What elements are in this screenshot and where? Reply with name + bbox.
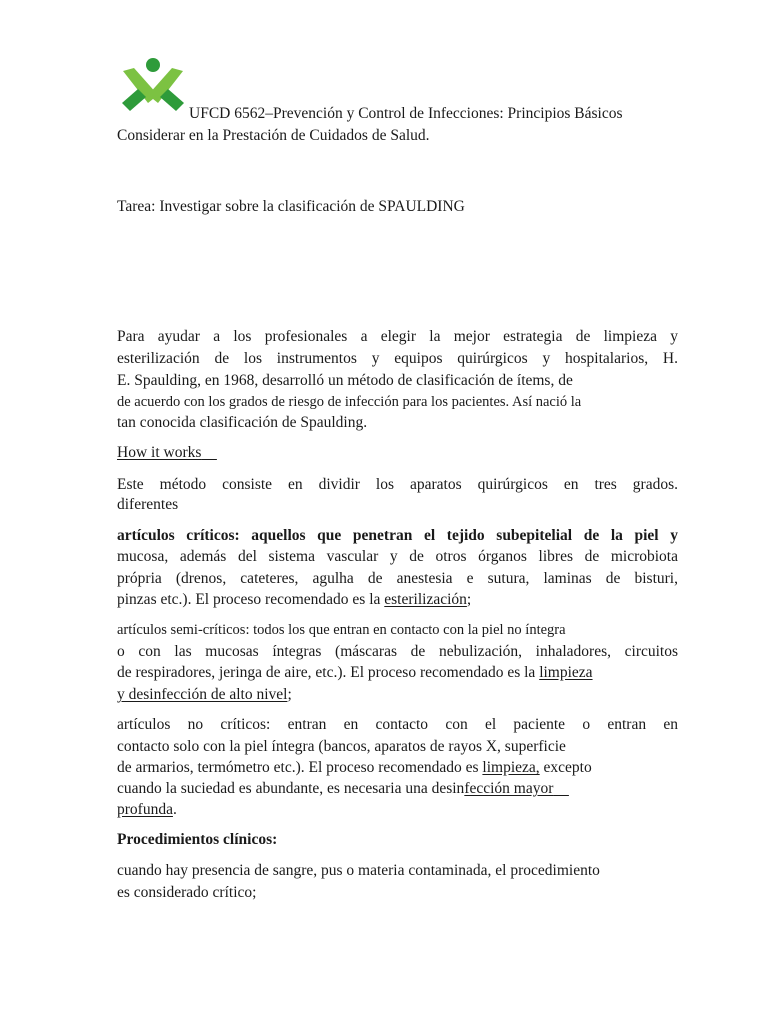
limpieza-term: limpieza, [482, 759, 540, 776]
semicriticos-line: artículos semi-críticos: todos los que entran en contacto con la piel no íntegra [117, 622, 566, 638]
nocriticos-line: contacto solo con la piel íntegra (bancos, aparatos de rayos X, superficie [117, 738, 566, 755]
method-line: diferentes [117, 496, 179, 513]
task-heading: Tarea: Investigar sobre la clasificación de SPAULDING [117, 198, 465, 215]
intro-line: Para ayudar a los profesionales a elegir la mejor estrategia de limpieza y [117, 328, 678, 345]
intro-line: E. Spaulding, en 1968, desarrolló un método de clasificación de ítems, de [117, 372, 573, 389]
criticos-line: pinzas etc.). El proceso recomendado es la esterilización; [117, 591, 472, 608]
how-it-works-heading: How it works [117, 444, 202, 461]
intro-line: tan conocida clasificación de Spaulding. [117, 414, 368, 431]
desinfeccion-term: fección mayor [464, 780, 554, 797]
semicriticos-line: y desinfección de alto nivel; [117, 686, 292, 703]
desinfeccion-term: y desinfección de alto nivel [117, 686, 288, 703]
nocriticos-line: cuando la suciedad es abundante, es necesaria una desinfección mayor [117, 780, 554, 797]
procedimientos-heading: Procedimientos clínicos: [117, 831, 278, 848]
profunda-term: profunda [117, 801, 173, 818]
nocriticos-line: artículos no críticos: entran en contacto con el paciente o entran en [117, 716, 678, 733]
intro-line: esterilización de los instrumentos y equipos quirúrgicos y hospitalarios, H. [117, 350, 678, 367]
nocriticos-line: profunda. [117, 801, 177, 818]
method-line: Este método consiste en dividir los aparatos quirúrgicos en tres grados. [117, 476, 678, 493]
limpieza-term: limpieza [539, 664, 593, 681]
criticos-line: artículos críticos: aquellos que penetran el tejido subepitelial de la piel y [117, 527, 678, 544]
esterilizacion-term: esterilización [384, 591, 467, 608]
nocriticos-line: de armarios, termómetro etc.). El proceso recomendado es limpieza, excepto [117, 759, 592, 776]
criticos-line: própria (drenos, cateteres, agulha de anestesia e sutura, laminas de bisturi, [117, 570, 678, 587]
institution-logo [120, 57, 186, 113]
semicriticos-line: o con las mucosas íntegras (máscaras de nebulización, inhaladores, circuitos [117, 643, 678, 660]
document-title-line2: Considerar en la Prestación de Cuidados de Salud. [117, 127, 430, 144]
document-title-line1: UFCD 6562–Prevención y Control de Infecciones: Principios Básicos [189, 105, 623, 122]
procedimientos-line: cuando hay presencia de sangre, pus o materia contaminada, el procedimiento [117, 862, 600, 879]
criticos-line: mucosa, además del sistema vascular y de otros órganos libres de microbiota [117, 548, 678, 565]
semicriticos-line: de respiradores, jeringa de aire, etc.). El proceso recomendado es la limpieza [117, 664, 593, 681]
procedimientos-line: es considerado crítico; [117, 884, 257, 901]
intro-line: de acuerdo con los grados de riesgo de infección para los pacientes. Así nació la [117, 394, 582, 410]
